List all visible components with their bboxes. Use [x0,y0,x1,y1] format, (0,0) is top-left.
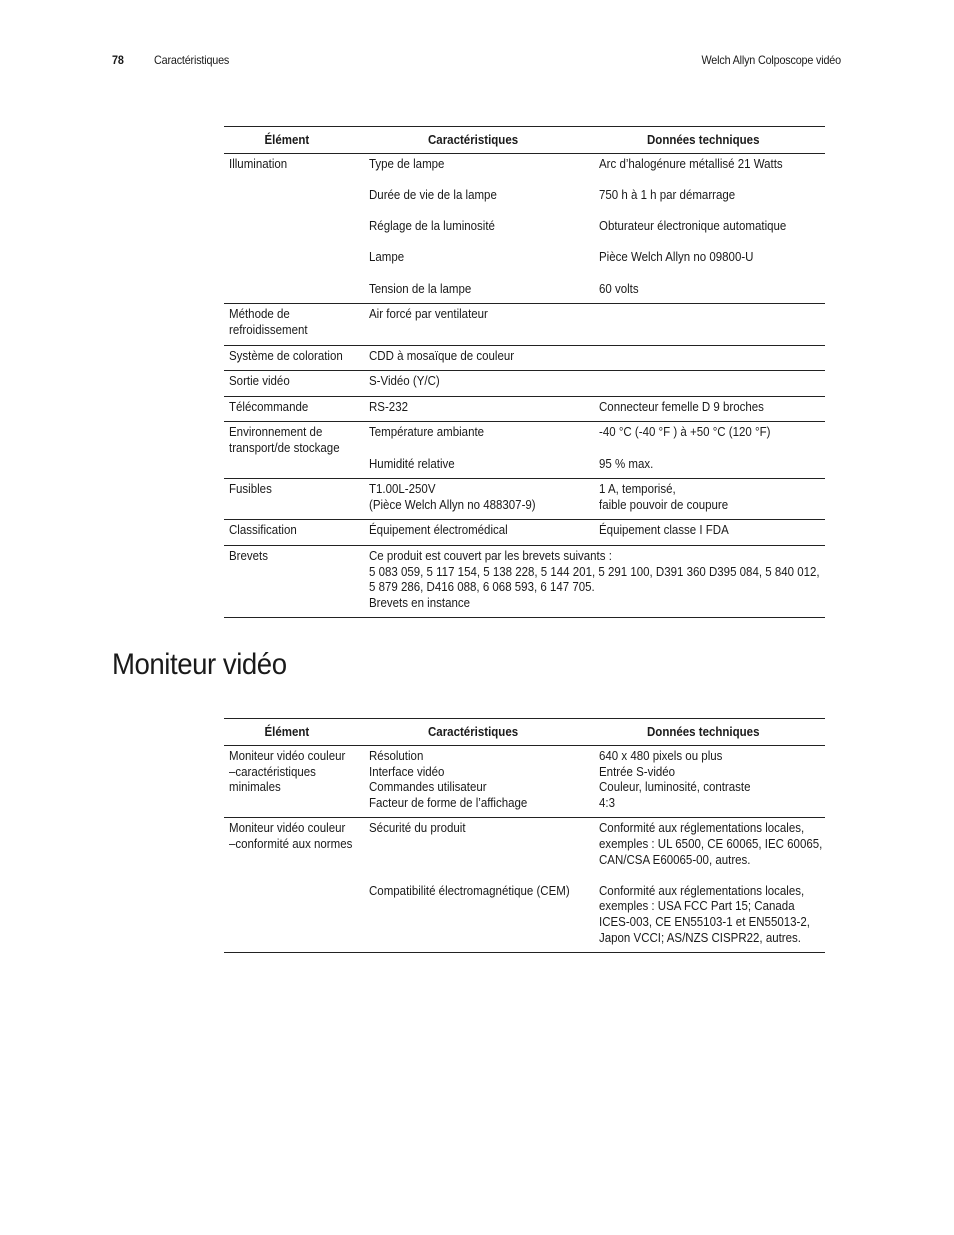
table-row [224,345,825,371]
row-element: Sortie vidéo [224,371,364,397]
row-element: Système de coloration [224,345,364,371]
row-features: T1.00L-250V (Pièce Welch Allyn no 488307-9) [364,479,594,520]
row-features: Air forcé par ventilateur [364,304,594,345]
row-data: Arc d’halogénure métallisé 21 Watts 750 h à 1 h par démarrage Obturateur électronique automatique Pièce Welch Allyn no 09800-U 60 volts [594,154,825,304]
row-element: Illumination [224,154,364,304]
row-features: Type de lampe Durée de vie de la lampe Réglage de la luminosité Lampe Tension de la lampe [364,154,594,304]
table-header-row [224,719,825,746]
row-data: Équipement classe I FDA [594,520,825,546]
row-element: Moniteur vidéo couleur –caractéristiques minimales [224,746,364,818]
row-element: Classification [224,520,364,546]
monitor-specifications-table [224,718,825,953]
row-element: Télécommande [224,396,364,422]
row-element: Brevets [224,545,364,617]
table-header-row [224,127,825,154]
row-data: 640 x 480 pixels ou plus Entrée S-vidéo Couleur, luminosité, contraste 4:3 [594,746,825,818]
section-heading: Moniteur vidéo [112,648,287,681]
table-row [224,371,825,397]
row-features: Résolution Interface vidéo Commandes utilisateur Facteur de forme de l’affichage [364,746,594,818]
table-row [224,396,825,422]
row-data: -40 °C (-40 °F ) à +50 °C (120 °F) 95 % max. [594,422,825,479]
row-element: Méthode de refroidissement [224,304,364,345]
row-features: Sécurité du produit Compatibilité électromagnétique (CEM) [364,818,594,953]
header-features: Caractéristiques [364,127,594,154]
header-features: Caractéristiques [364,719,594,746]
row-element: Environnement de transport/de stockage [224,422,364,479]
table-row [224,154,825,304]
header-element: Élément [224,719,364,746]
row-features: CDD à mosaïque de couleur [364,345,594,371]
row-data [594,371,825,397]
row-element: Moniteur vidéo couleur –conformité aux normes [224,818,364,953]
row-features: S-Vidéo (Y/C) [364,371,594,397]
running-document-title: Welch Allyn Colposcope vidéo [701,53,841,67]
row-data: Conformité aux réglementations locales, exemples : UL 6500, CE 60065, IEC 60065, CAN/CSA E60065-00, autres. Conformité aux réglementations locales, exemples : USA FCC Part 15; Canada ICES-003, CE EN55103-1 et EN55013-2, Japon VCCI; AS/NZS CISPR22, autres. [594,818,825,953]
row-data [594,304,825,345]
header-technical-data: Données techniques [594,127,825,154]
table-row [224,545,825,617]
table-row [224,479,825,520]
specifications-table [224,126,825,618]
patents-text: Ce produit est couvert par les brevets suivants : 5 083 059, 5 117 154, 5 138 228, 5 144 201, 5 291 100, D391 360 D395 084, 5 840 012, 5 879 286, D416 088, 6 068 593, 6 147 705. Brevets en instance [364,545,825,617]
row-features: Température ambiante Humidité relative [364,422,594,479]
row-data: Connecteur femelle D 9 broches [594,396,825,422]
table-row [224,304,825,345]
row-element: Fusibles [224,479,364,520]
row-features: Équipement électromédical [364,520,594,546]
table-row [224,818,825,953]
row-data [594,345,825,371]
page-number: 78 [112,53,124,67]
header-element: Élément [224,127,364,154]
row-data: 1 A, temporisé, faible pouvoir de coupure [594,479,825,520]
running-section-title: Caractéristiques [154,53,230,67]
header-technical-data: Données techniques [594,719,825,746]
row-features: RS-232 [364,396,594,422]
table-row [224,422,825,479]
table-row [224,746,825,818]
table-row [224,520,825,546]
